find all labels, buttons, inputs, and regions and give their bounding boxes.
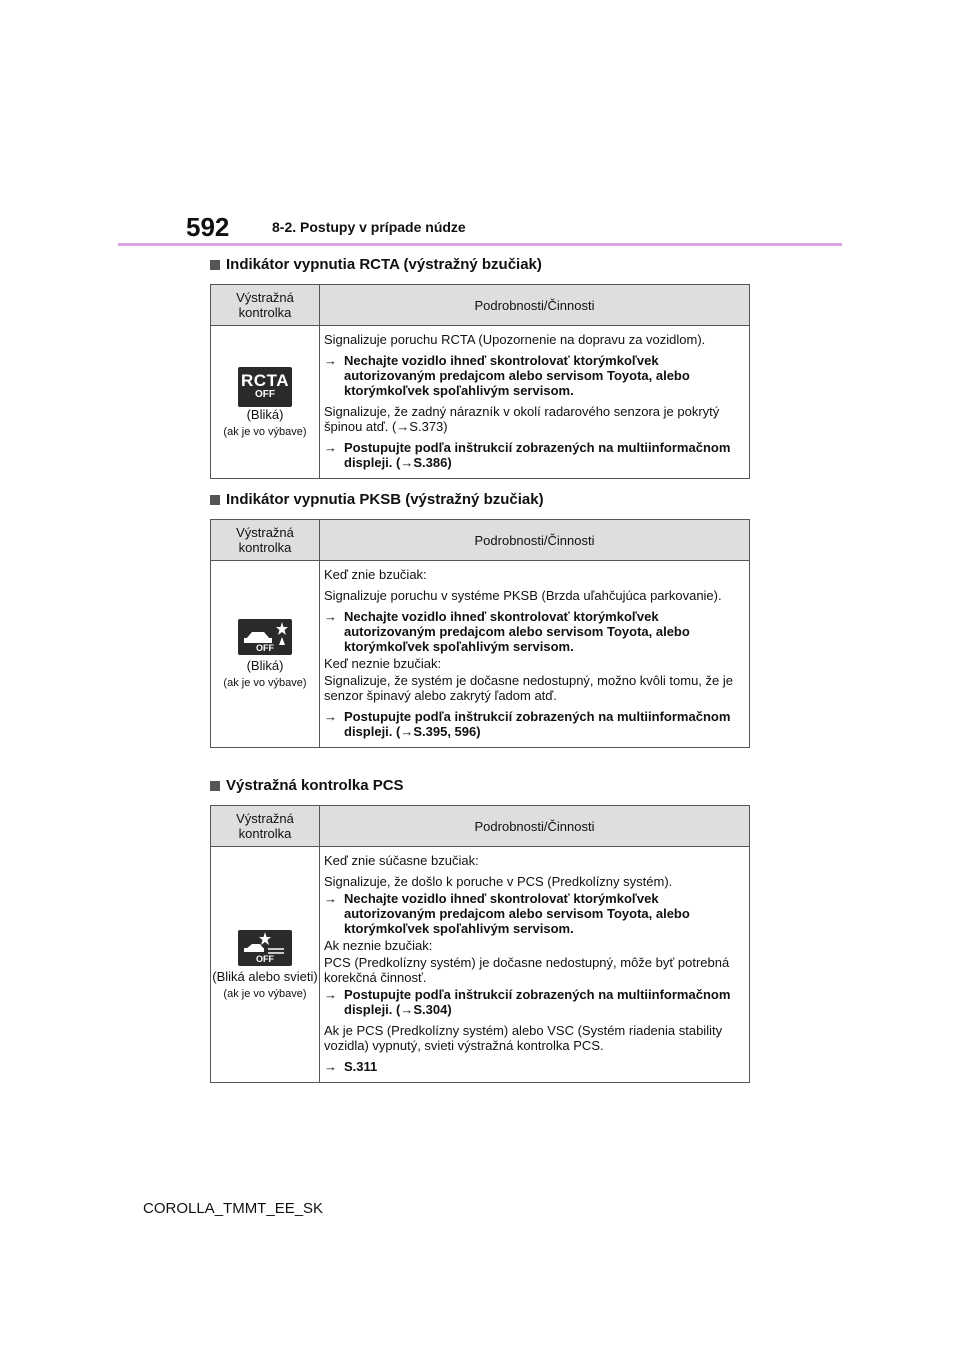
bullet-square-icon <box>210 260 220 270</box>
warning-light-cell <box>211 561 320 748</box>
details-cell <box>320 326 750 479</box>
equipment-note: (ak je vo výbave) <box>223 987 307 1000</box>
detail-text: Signalizuje, že zadný nárazník v okolí radarového senzora je pokrytý špinou atď. (→S.373) <box>324 404 720 434</box>
column-header-warning-light: Výstražná kontrolka <box>211 285 320 326</box>
icon-text-rcta: RCTA <box>241 371 289 390</box>
icon-text-off: OFF <box>256 643 274 653</box>
action-item <box>324 709 745 739</box>
section-title-rcta <box>210 256 542 273</box>
detail-text: Signalizuje, že systém je dočasne nedostupný, možno kvôli tomu, že je senzor špinavý alebo zakrytý ľadom atď. <box>324 673 733 703</box>
arrow-icon: → <box>324 609 337 624</box>
column-header-warning-light: Výstražná kontrolka <box>211 806 320 847</box>
detail-text: Keď znie súčasne bzučiak: <box>324 853 479 868</box>
action-text: Nechajte vozidlo ihneď skontrolovať ktorýmkoľvek autorizovaným predajcom alebo servisom Toyota, alebo ktorýmkoľvek spoľahlivým servisom. <box>344 891 690 936</box>
pksb-table <box>210 519 750 748</box>
section-title-text: Výstražná kontrolka PCS <box>226 777 404 794</box>
section-title-text: Indikátor vypnutia PKSB (výstražný bzučiak) <box>226 491 544 508</box>
action-item <box>324 891 745 936</box>
status-text: (Bliká) <box>246 406 284 422</box>
arrow-icon: → <box>324 987 337 1002</box>
column-header-warning-light: Výstražná kontrolka <box>211 520 320 561</box>
detail-text: Ak je PCS (Predkolízny systém) alebo VSC (Systém riadenia stability vozidla) vypnutý, svieti výstražná kontrolka PCS. <box>324 1023 723 1053</box>
pcs-off-icon <box>238 930 292 966</box>
detail-text: Signalizuje poruchu RCTA (Upozornenie na dopravu za vozidlom). <box>324 332 706 347</box>
column-header-details: Podrobnosti/Činnosti <box>320 520 750 561</box>
arrow-icon: → <box>324 1059 337 1074</box>
detail-text: Signalizuje poruchu v systéme PKSB (Brzda uľahčujúca parkovanie). <box>324 588 722 603</box>
warning-light-cell <box>211 847 320 1083</box>
bullet-square-icon <box>210 495 220 505</box>
page-number: 592 <box>186 212 230 242</box>
detail-text: PCS (Predkolízny systém) je dočasne nedostupný, môže byť potrebná korekčná činnosť. <box>324 955 730 985</box>
action-item <box>324 987 745 1017</box>
detail-text: Ak neznie bzučiak: <box>324 938 433 953</box>
icon-text-off: OFF <box>255 389 275 400</box>
action-text: Nechajte vozidlo ihneď skontrolovať ktorýmkoľvek autorizovaným predajcom alebo servisom Toyota, alebo ktorýmkoľvek spoľahlivým servisom. <box>344 609 690 654</box>
warning-light-cell <box>211 326 320 479</box>
arrow-icon: → <box>324 709 337 724</box>
rcta-off-icon <box>238 367 292 407</box>
document-footer: COROLLA_TMMT_EE_SK <box>143 1200 324 1217</box>
action-item <box>324 353 745 398</box>
section-title-pksb <box>210 491 544 508</box>
equipment-note: (ak je vo výbave) <box>223 677 307 689</box>
section-title-text: Indikátor vypnutia RCTA (výstražný bzučiak) <box>226 256 542 273</box>
header-divider <box>118 243 842 246</box>
detail-text: Signalizuje, že došlo k poruche v PCS (Predkolízny systém). <box>324 874 673 889</box>
status-text: (Bliká alebo svieti) <box>212 968 318 984</box>
icon-text-off: OFF <box>256 953 274 964</box>
action-item <box>324 440 745 470</box>
action-text: Nechajte vozidlo ihneď skontrolovať ktorýmkoľvek autorizovaným predajcom alebo servisom Toyota, alebo ktorýmkoľvek spoľahlivým servisom. <box>344 353 690 398</box>
action-text: S.311 <box>344 1059 378 1074</box>
pksb-off-icon <box>238 619 292 655</box>
equipment-note: (ak je vo výbave) <box>223 425 307 438</box>
details-cell <box>320 847 750 1083</box>
detail-text: Keď neznie bzučiak: <box>324 656 442 671</box>
column-header-details: Podrobnosti/Činnosti <box>320 806 750 847</box>
arrow-icon: → <box>324 353 337 368</box>
bullet-square-icon <box>210 781 220 791</box>
detail-text: Keď znie bzučiak: <box>324 567 427 582</box>
action-item <box>324 1059 745 1074</box>
pcs-table <box>210 805 750 1083</box>
action-text: Postupujte podľa inštrukcií zobrazených na multiinformačnom displeji. (→S.386) <box>344 440 731 470</box>
action-item <box>324 609 745 654</box>
details-cell <box>320 561 750 748</box>
action-text: Postupujte podľa inštrukcií zobrazených na multiinformačnom displeji. (→S.395, 596) <box>344 709 731 739</box>
arrow-icon: → <box>324 440 337 455</box>
arrow-icon: → <box>324 891 337 906</box>
section-title-pcs <box>210 777 404 794</box>
status-text: (Bliká) <box>246 658 284 673</box>
chapter-title: 8-2. Postupy v prípade núdze <box>272 219 466 235</box>
column-header-details: Podrobnosti/Činnosti <box>320 285 750 326</box>
rcta-table <box>210 284 750 479</box>
action-text: Postupujte podľa inštrukcií zobrazených na multiinformačnom displeji. (→S.304) <box>344 987 731 1017</box>
